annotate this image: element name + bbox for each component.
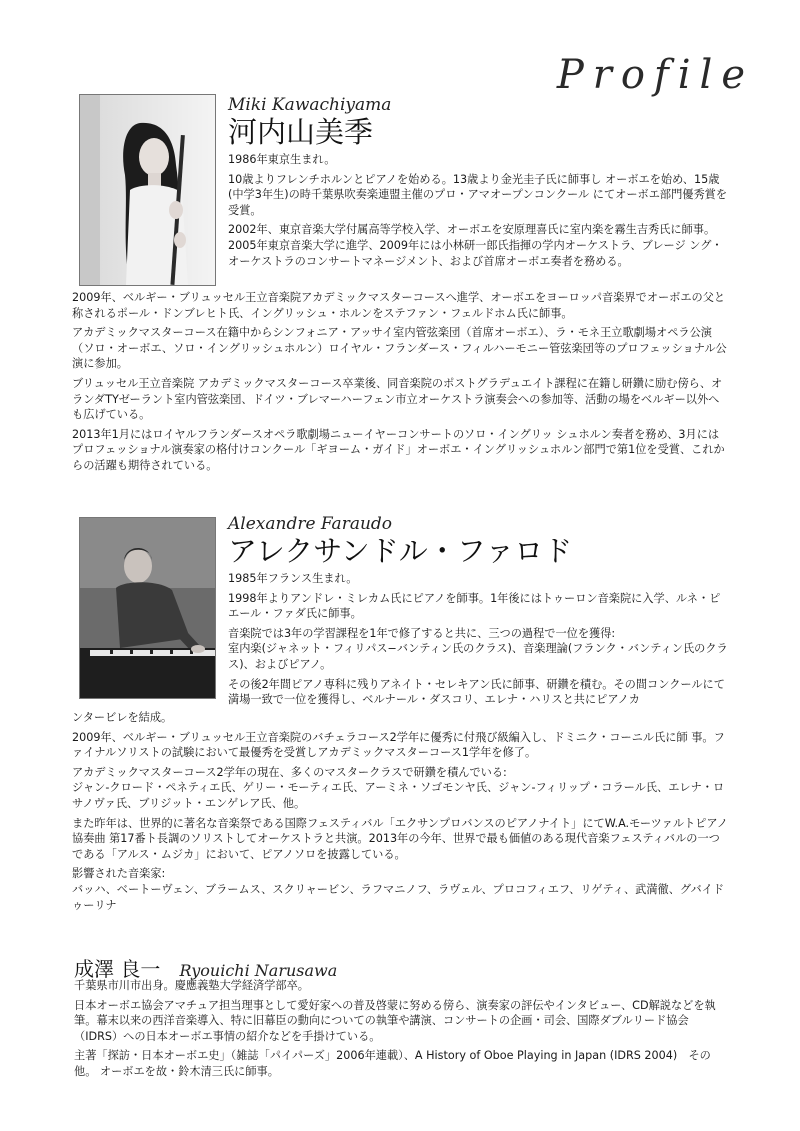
- bio-paragraph: 1986年東京生まれ。: [228, 153, 336, 166]
- bio-paragraph-continued: ンタービレを結成。: [72, 711, 173, 724]
- bio-paragraph: 2013年1月にはロイヤルフランダースオペラ歌劇場ニューイヤーコンサートのソロ・イングリッ シュホルン奏者を務め、3月にはプロフェッショナル演奏家の格付けコンクール「ギヨーム・ガイド」オーボエ・イングリッシュホルン部門で第1位を受賞、これからの活躍も期待されている。: [72, 427, 725, 472]
- page-title: Profile: [556, 52, 754, 98]
- japanese-name-miki: 河内山美季: [228, 115, 374, 149]
- bio-paragraph: 2009年、ベルギー・ブリュッセル王立音楽院のバチェラコース2学年に優秀に付飛び級編入し、ドミニク・コーニル氏に師 事。ファイナルソリストの試験において最優秀を受賞しアカデミックマスターコース1学年を修了。: [72, 730, 725, 760]
- photo-alexandre-faraudo: [79, 517, 216, 699]
- bio-paragraph: アカデミックマスターコース在籍中からシンフォニア・アッサイ室内管弦楽団（首席オーボエ）、ラ・モネ王立歌劇場オペラ公演（ソロ・オーボエ、ソロ・イングリッシュホルン）ロイヤル・フランダース・フィルハーモニー管弦楽団等のプロフェッショナル公演に参加。: [72, 326, 727, 371]
- bio-paragraph: 日本オーボエ協会アマチュア担当理事として愛好家への普及啓蒙に努める傍ら、演奏家の評伝やインタビュー、CD解説などを執筆。幕末以来の西洋音楽導入、特に旧幕臣の動向についての執筆や講演、コンサートの企画・司会、国際ダブルリード協会（IDRS）への日本オーボエ事情の紹介などを手掛けている。: [74, 998, 716, 1043]
- bio-paragraph: 2002年、東京音楽大学付属高等学校入学、オーボエを安原理喜氏に室内楽を霧生吉秀氏に師事。2005年東京音楽大学に進学、2009年には小林研一郎氏指揮の学内オーケストラ、ブレージ ング・オーケストラのコンサートマネージメント、および首席オーボエ奏者を務める。: [228, 223, 723, 268]
- bio-paragraph: また昨年は、世界的に著名な音楽祭である国際フェスティバル「エクサンプロバンスのピアノナイト」にてW.A.モーツァルトピアノ協奏曲 第17番ト長調のソリストしてオーケストラと共演。2013年の今年、世界で最も価値のある現代音楽フェスティバルの一つである「アルス・ムジカ」において、ピアノソロを披露している。: [72, 816, 728, 861]
- bio-paragraph: 1998年よりアンドレ・ミレカム氏にピアノを師事。1年後にはトゥーロン音楽院に入学、ルネ・ピエール・ファダ氏に師事。: [228, 591, 721, 621]
- bio-full-width-alexandre: [72, 710, 728, 917]
- roman-name-miki: Miki Kawachiyama: [228, 95, 392, 115]
- roman-name-ryouichi: Ryouichi Narusawa: [179, 961, 338, 980]
- bio-paragraph: 10歳よりフレンチホルンとピアノを始める。13歳より金光圭子氏に師事し オーボエを始め、15歳(中学3年生)の時千葉県吹奏楽連盟主催のプロ・アマオープンコンクール にてオーボエ部門優秀賞を受賞。: [228, 172, 728, 217]
- japanese-name-ryouichi: 成澤 良一: [74, 957, 161, 981]
- bio-beside-photo-miki: [228, 152, 728, 273]
- bio-paragraph: 千葉県市川市出身。慶應義塾大学経済学部卒。: [74, 979, 309, 992]
- bio-paragraph: 2009年、ベルギー・ブリュッセル王立音楽院アカデミックマスターコースへ進学、オーボエをヨーロッパ音楽界でオーボエの父と称されるポール・ドンブレヒト氏、イングリッシュ・ホルンをステファン・フェルドホム氏に師事。: [72, 291, 726, 320]
- bio-paragraph: 主著「探訪・日本オーボエ史」（雑誌「パイパーズ」2006年連載）、A History of Oboe Playing in Japan (IDRS 2004) その他。 オーボエを故・鈴木清三氏に師事。: [74, 1049, 711, 1078]
- roman-name-alexandre: Alexandre Faraudo: [228, 514, 393, 534]
- bio-full-width-miki: [72, 290, 728, 478]
- photo-miki-kawachiyama: [79, 94, 216, 286]
- bio-paragraph: 1985年フランス生まれ。: [228, 572, 358, 585]
- bio-paragraph: 影響された音楽家: バッハ、ベートーヴェン、ブラームス、スクリャービン、ラフマニノフ、ラヴェル、プロコフィエフ、リゲティ、武満徹、グバイドゥーリナ: [72, 867, 725, 912]
- bio-paragraph: その後2年間ピアノ専科に残りアネイト・セレキアン氏に師事、研鑽を積む。その間コンクールにて満場一致で一位を獲得し、ベルナール・ダスコリ、エレナ・ハリスと共にピアノカ: [228, 677, 725, 707]
- bio-paragraph: 音楽院では3年の学習課程を1年で修了すると共に、三つの過程で一位を獲得: 室内楽(ジャネット・フィリパス−バンティン氏のクラス)、音楽理論(フランク・バンティン氏のクラス)、およびピアノ。: [228, 626, 728, 671]
- bio-beside-photo-alexandre: [228, 571, 728, 708]
- bio-paragraph: ブリュッセル王立音楽院 アカデミックマスターコース卒業後、同音楽院のポストグラデュエイト課程に在籍し研鑽に励む傍ら、オランダTYゼーラント室内管弦楽団、ドイツ・ブレマーハーフェン市立オーケストラ演奏会への参加等、活動の場をベルギー以外へも広げている。: [72, 376, 723, 422]
- japanese-name-alexandre: アレクサンドル・ファロド: [228, 534, 573, 568]
- portrait-man-at-piano-icon: [80, 518, 215, 698]
- bio-paragraph: アカデミックマスターコース2学年の現在、多くのマスタークラスで研鑽を積んでいる: ジャン-クロード・ペネティエ氏、ゲリー・モーティエ氏、アーミネ・ソゴモンヤ氏、ジャン-フィリップ・コラール氏、エレナ・ロサノヴァ氏、ブリジット・エンゲレア氏、他。: [72, 765, 725, 810]
- bio-ryouichi: [74, 978, 728, 1084]
- portrait-woman-icon: [80, 95, 215, 285]
